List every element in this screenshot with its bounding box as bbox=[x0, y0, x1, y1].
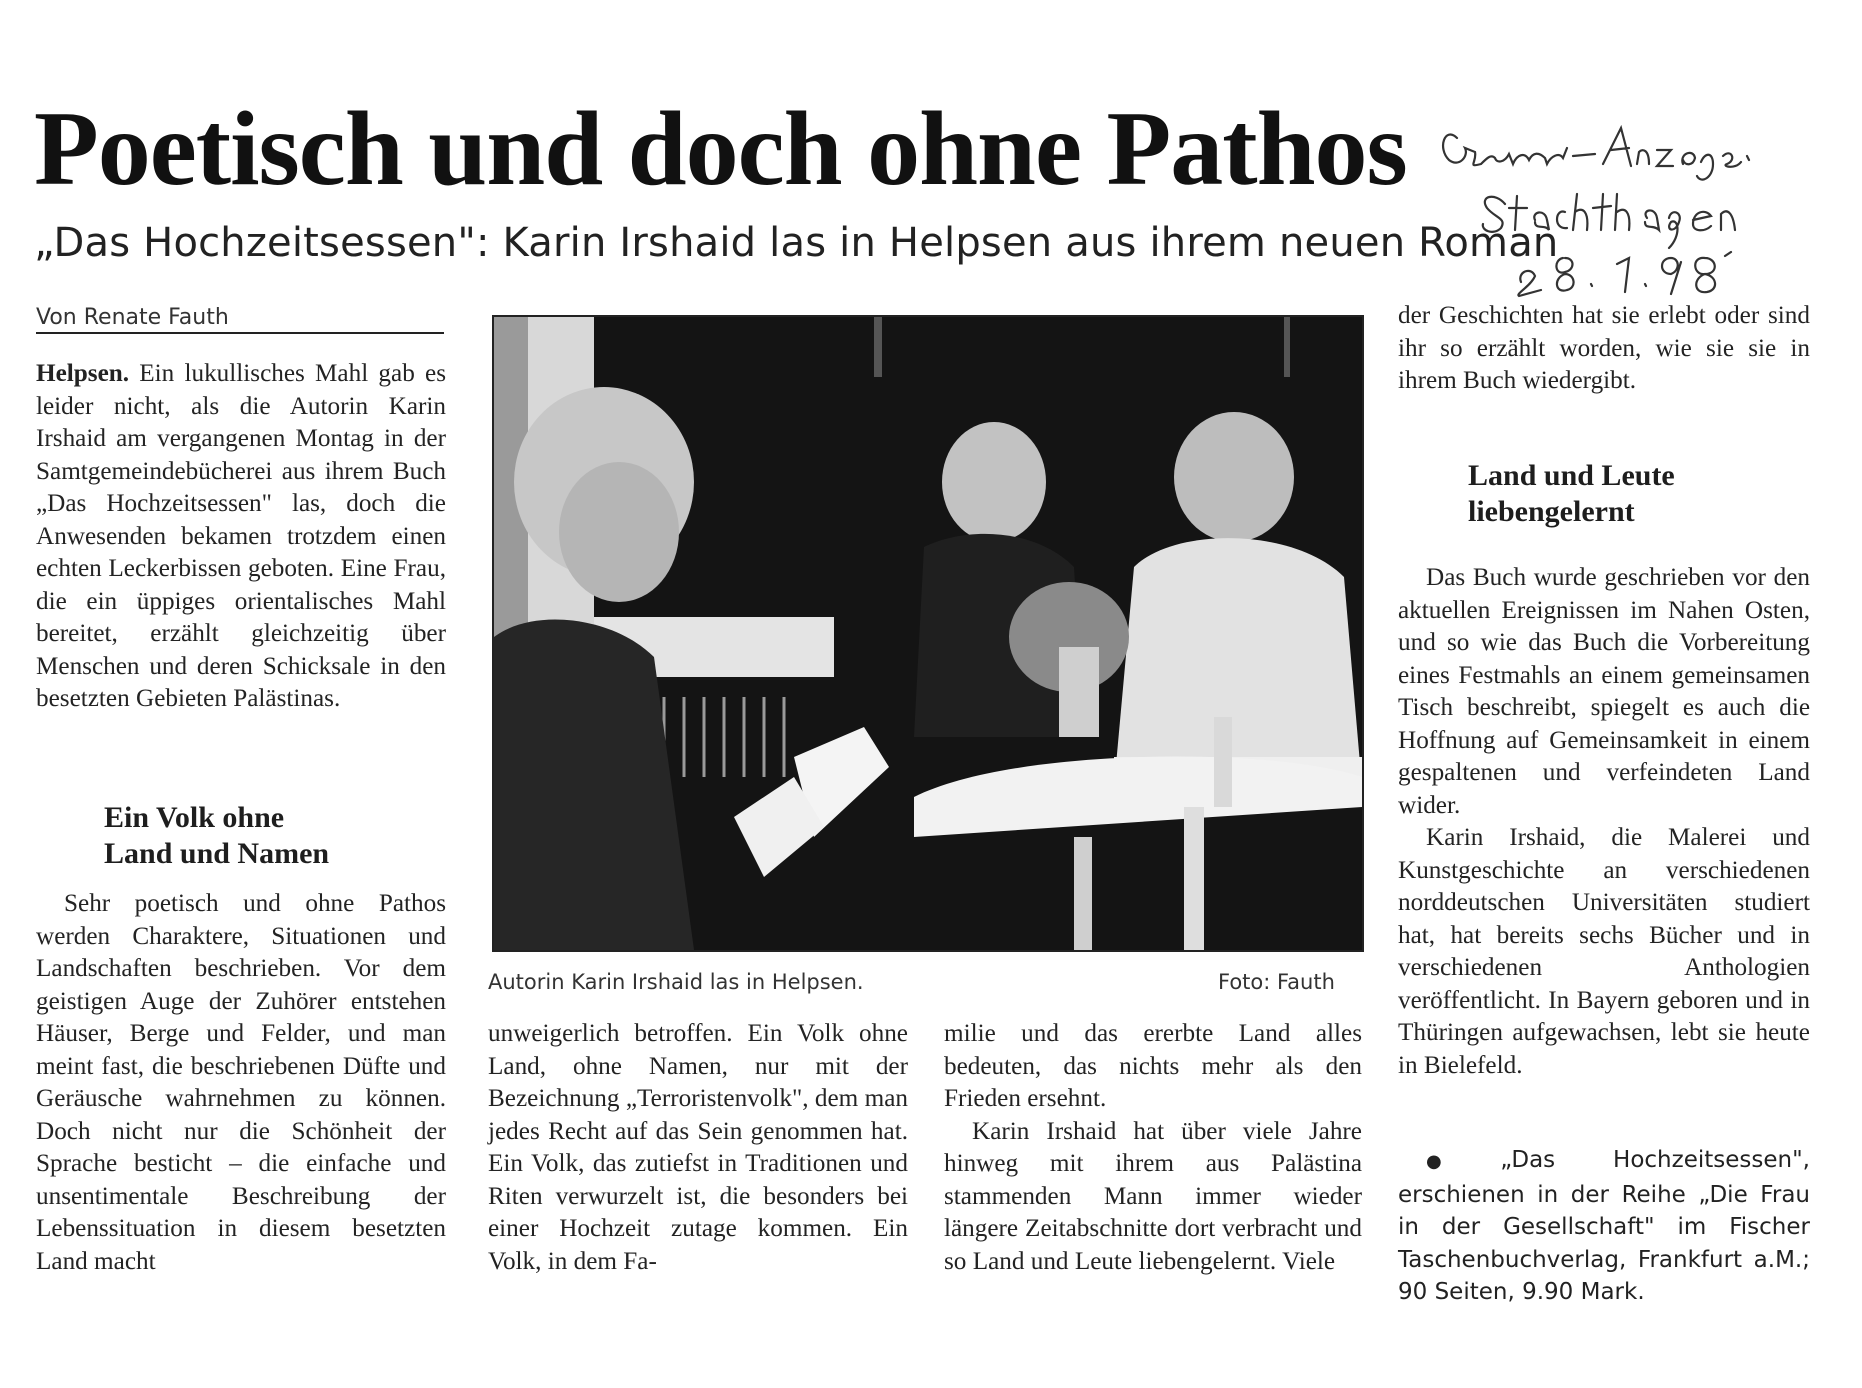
photo-caption: Autorin Karin Irshaid las in Helpsen. bbox=[488, 970, 864, 994]
byline: Von Renate Fauth bbox=[36, 305, 444, 334]
paragraph: milie und das ererbte Land alles bedeuten, das nichts mehr als den Frieden ersehnt. bbox=[944, 1020, 1362, 1112]
column-4 bbox=[1398, 300, 1810, 398]
book-info-text: „Das Hochzeitsessen", erschienen in der Reihe „Die Frau in der Gesellschaft" im Fischer Taschenbuchverlag, Frankfurt a.M.; 90 Seiten, 9.90 Mark. bbox=[1398, 1147, 1810, 1305]
paragraph: der Geschichten hat sie erlebt oder sind ihr so erzählt worden, wie sie sie in ihrem Buch wiedergibt. bbox=[1398, 302, 1810, 394]
lead-paragraph bbox=[36, 358, 446, 716]
dateline: Helpsen. bbox=[36, 360, 130, 387]
column-3 bbox=[944, 1018, 1362, 1278]
subhead-ein-volk bbox=[104, 800, 444, 872]
subhead-line-1: Ein Volk ohne bbox=[104, 801, 285, 834]
paragraph: unweigerlich betroffen. Ein Volk ohne Land, ohne Namen, nur mit der Bezeichnung „Terroristenvolk", dem man jedes Recht auf das Sein genommen hat. Ein Volk, das zutiefst in Traditionen und Riten verwurzelt ist, die besonders bei einer Hochzeit zutage kommen. Ein Volk, in dem Fa- bbox=[488, 1020, 908, 1275]
column-1 bbox=[36, 358, 446, 716]
column-4-continued bbox=[1398, 562, 1810, 1082]
lead-text: Ein lukullisches Mahl gab es leider nicht, als die Autorin Karin Irshaid am vergangenen Montag in der Samtgemeindebücherei aus ihrem Buch „Das Hochzeitsessen" las, doch die Anwesenden bekamen trotzdem einen echten Leckerbissen geboten. Eine Frau, die ein üppiges orientalisches Mahl bereitet, erzählt gleichzeitig über Menschen und deren Schicksale in den besetzten Gebieten Palästinas. bbox=[36, 360, 446, 712]
headline: Poetisch und doch ohne Pathos bbox=[34, 90, 1407, 207]
photo-image bbox=[494, 317, 1362, 950]
paragraph: Karin Irshaid, die Malerei und Kunstgeschichte an verschiedenen norddeutschen Universitäten studiert hat, hat bereits sechs Bücher und in verschiedenen Anthologien veröffentlicht. In Bayern geboren und in Thüringen aufgewachsen, lebt sie heute in Bielefeld. bbox=[1398, 824, 1810, 1079]
paragraph: Sehr poetisch und ohne Pathos werden Charaktere, Situationen und Landschaften beschrieben. Vor dem geistigen Auge der Zuhörer entstehen Häuser, Berge und Felder, und man meint fast, die beschriebenen Düfte und Geräusche wahrnehmen zu können. Doch nicht nur die Schönheit der Sprache besticht – die einfache und unsentimentale Beschreibung der Lebenssituation in diesem besetzten Land macht bbox=[36, 890, 446, 1275]
bullet-icon: ● bbox=[1426, 1151, 1493, 1172]
column-1-continued bbox=[36, 888, 446, 1278]
book-info bbox=[1398, 1144, 1810, 1309]
handwritten-annotation bbox=[1435, 108, 1835, 298]
paragraph: Das Buch wurde geschrieben vor den aktuellen Ereignissen im Nahen Osten, und so wie das Buch die Vorbereitung eines Festmahls an einem gemeinsamen Tisch beschreibt, spiegelt es auch die Hoffnung auf Gemeinsamkeit in einem gespaltenen und verfeindeten Land wider. bbox=[1398, 564, 1810, 819]
subhead-line-1: Land und Leute bbox=[1468, 459, 1675, 492]
subhead-line-2: Land und Namen bbox=[104, 837, 330, 870]
subhead-land-und-leute bbox=[1468, 458, 1808, 530]
subhead-line-2: liebengelernt bbox=[1468, 495, 1635, 528]
photo-credit: Foto: Fauth bbox=[1218, 970, 1335, 994]
column-2 bbox=[488, 1018, 908, 1278]
paragraph: Karin Irshaid hat über viele Jahre hinweg mit ihrem aus Palästina stammenden Mann immer wieder längere Zeitabschnitte dort verbracht und so Land und Leute liebengelernt. Viele bbox=[944, 1117, 1362, 1275]
subheadline: „Das Hochzeitsessen": Karin Irshaid las in Helpsen aus ihrem neuen Roman bbox=[34, 220, 1559, 266]
article-photo bbox=[492, 315, 1364, 952]
